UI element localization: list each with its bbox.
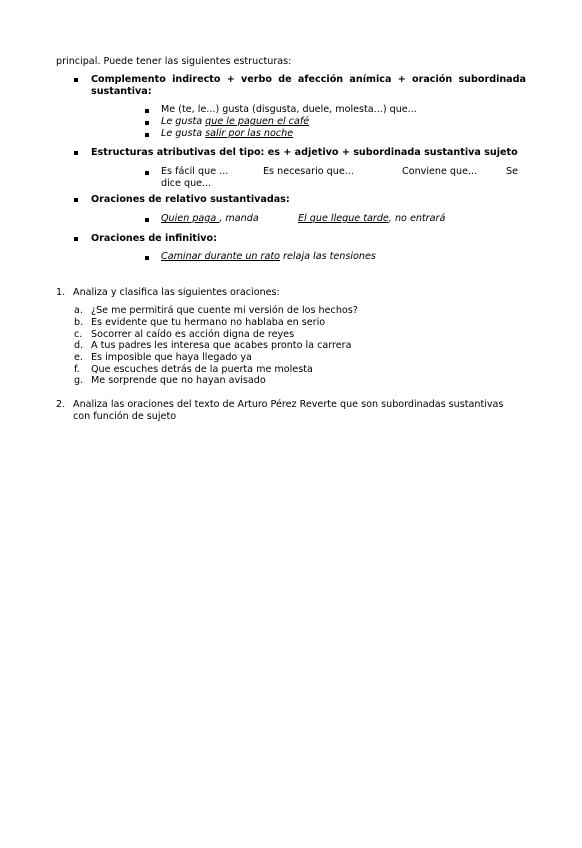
- example-underlined: Quien paga: [161, 213, 220, 224]
- list-item: Socorrer al caído es acción digna de reyes: [91, 329, 295, 340]
- structure-2-example-a: Es fácil que ...: [161, 166, 229, 177]
- example-underlined: que le paguen el café: [205, 116, 310, 127]
- structure-1-title-cont: sustantiva:: [91, 86, 152, 97]
- exercise-2-title: Analiza las oraciones del texto de Arturo Pérez Reverte que son subordinadas sustantivas: [73, 399, 504, 410]
- exercise-1-number: 1.: [56, 287, 66, 298]
- exercise-2-number: 2.: [56, 399, 66, 410]
- exercise-1-title: Analiza y clasifica las siguientes oraciones:: [73, 287, 280, 298]
- structure-2-title: Estructuras atributivas del tipo: es + adjetivo + subordinada sustantiva sujeto: [91, 147, 518, 158]
- example-text: Le gusta: [161, 116, 206, 127]
- structure-4-title: Oraciones de infinitivo:: [91, 233, 217, 244]
- list-item-letter: d.: [74, 340, 84, 351]
- structure-2-example-e: dice que...: [161, 178, 212, 189]
- structure-3-title: Oraciones de relativo sustantivadas:: [91, 194, 290, 205]
- bullet-square-icon: [74, 151, 78, 155]
- bullet-square-icon: [74, 237, 78, 241]
- list-item-letter: a.: [74, 305, 83, 316]
- bullet-square-icon: [145, 218, 149, 222]
- exercise-2-title-cont: con función de sujeto: [73, 411, 177, 422]
- bullet-square-icon: [145, 109, 149, 113]
- list-item-letter: f.: [74, 364, 80, 375]
- example-text: , no entrará: [388, 213, 446, 224]
- structure-1-example-1: Me (te, le...) gusta (disgusta, duele, molesta...) que...: [161, 104, 417, 115]
- structure-2-example-b: Es necesario que...: [263, 166, 354, 177]
- bullet-square-icon: [145, 121, 149, 125]
- list-item-letter: e.: [74, 352, 83, 363]
- example-underlined: salir por las noche: [205, 128, 294, 139]
- bullet-square-icon: [145, 256, 149, 260]
- list-item: Me sorprende que no hayan avisado: [91, 375, 266, 386]
- structure-2-example-c: Conviene que...: [402, 166, 478, 177]
- example-text: relaja las tensiones: [280, 251, 376, 262]
- example-underlined: El que llegue tarde: [298, 213, 389, 224]
- list-item: ¿Se me permitirá que cuente mi versión de los hechos?: [91, 305, 358, 316]
- example-text: Le gusta: [161, 128, 206, 139]
- example-underlined: Caminar durante un rato: [161, 251, 280, 262]
- structure-3-example-2: [298, 213, 445, 225]
- list-item-letter: g.: [74, 375, 84, 386]
- list-item: Es evidente que tu hermano no hablaba en serio: [91, 317, 326, 328]
- structure-3-example: [161, 213, 259, 225]
- structure-1-example-2: [161, 116, 309, 128]
- list-item: Es imposible que haya llegado ya: [91, 352, 252, 363]
- list-item-letter: b.: [74, 317, 84, 328]
- list-item: Que escuches detrás de la puerta me molesta: [91, 364, 313, 375]
- intro-text: principal. Puede tener las siguientes estructuras:: [56, 56, 292, 67]
- structure-2-example-d: Se: [506, 166, 518, 177]
- list-item-letter: c.: [74, 329, 83, 340]
- structure-1-example-3: [161, 128, 293, 140]
- bullet-square-icon: [145, 171, 149, 175]
- bullet-square-icon: [74, 198, 78, 202]
- structure-1-title: Complemento indirecto + verbo de afección anímica + oración subordinada: [91, 74, 526, 85]
- example-text: , manda: [219, 213, 259, 224]
- structure-4-example: [161, 251, 376, 263]
- bullet-square-icon: [145, 133, 149, 137]
- list-item: A tus padres les interesa que acabes pronto la carrera: [91, 340, 352, 351]
- bullet-square-icon: [74, 78, 78, 82]
